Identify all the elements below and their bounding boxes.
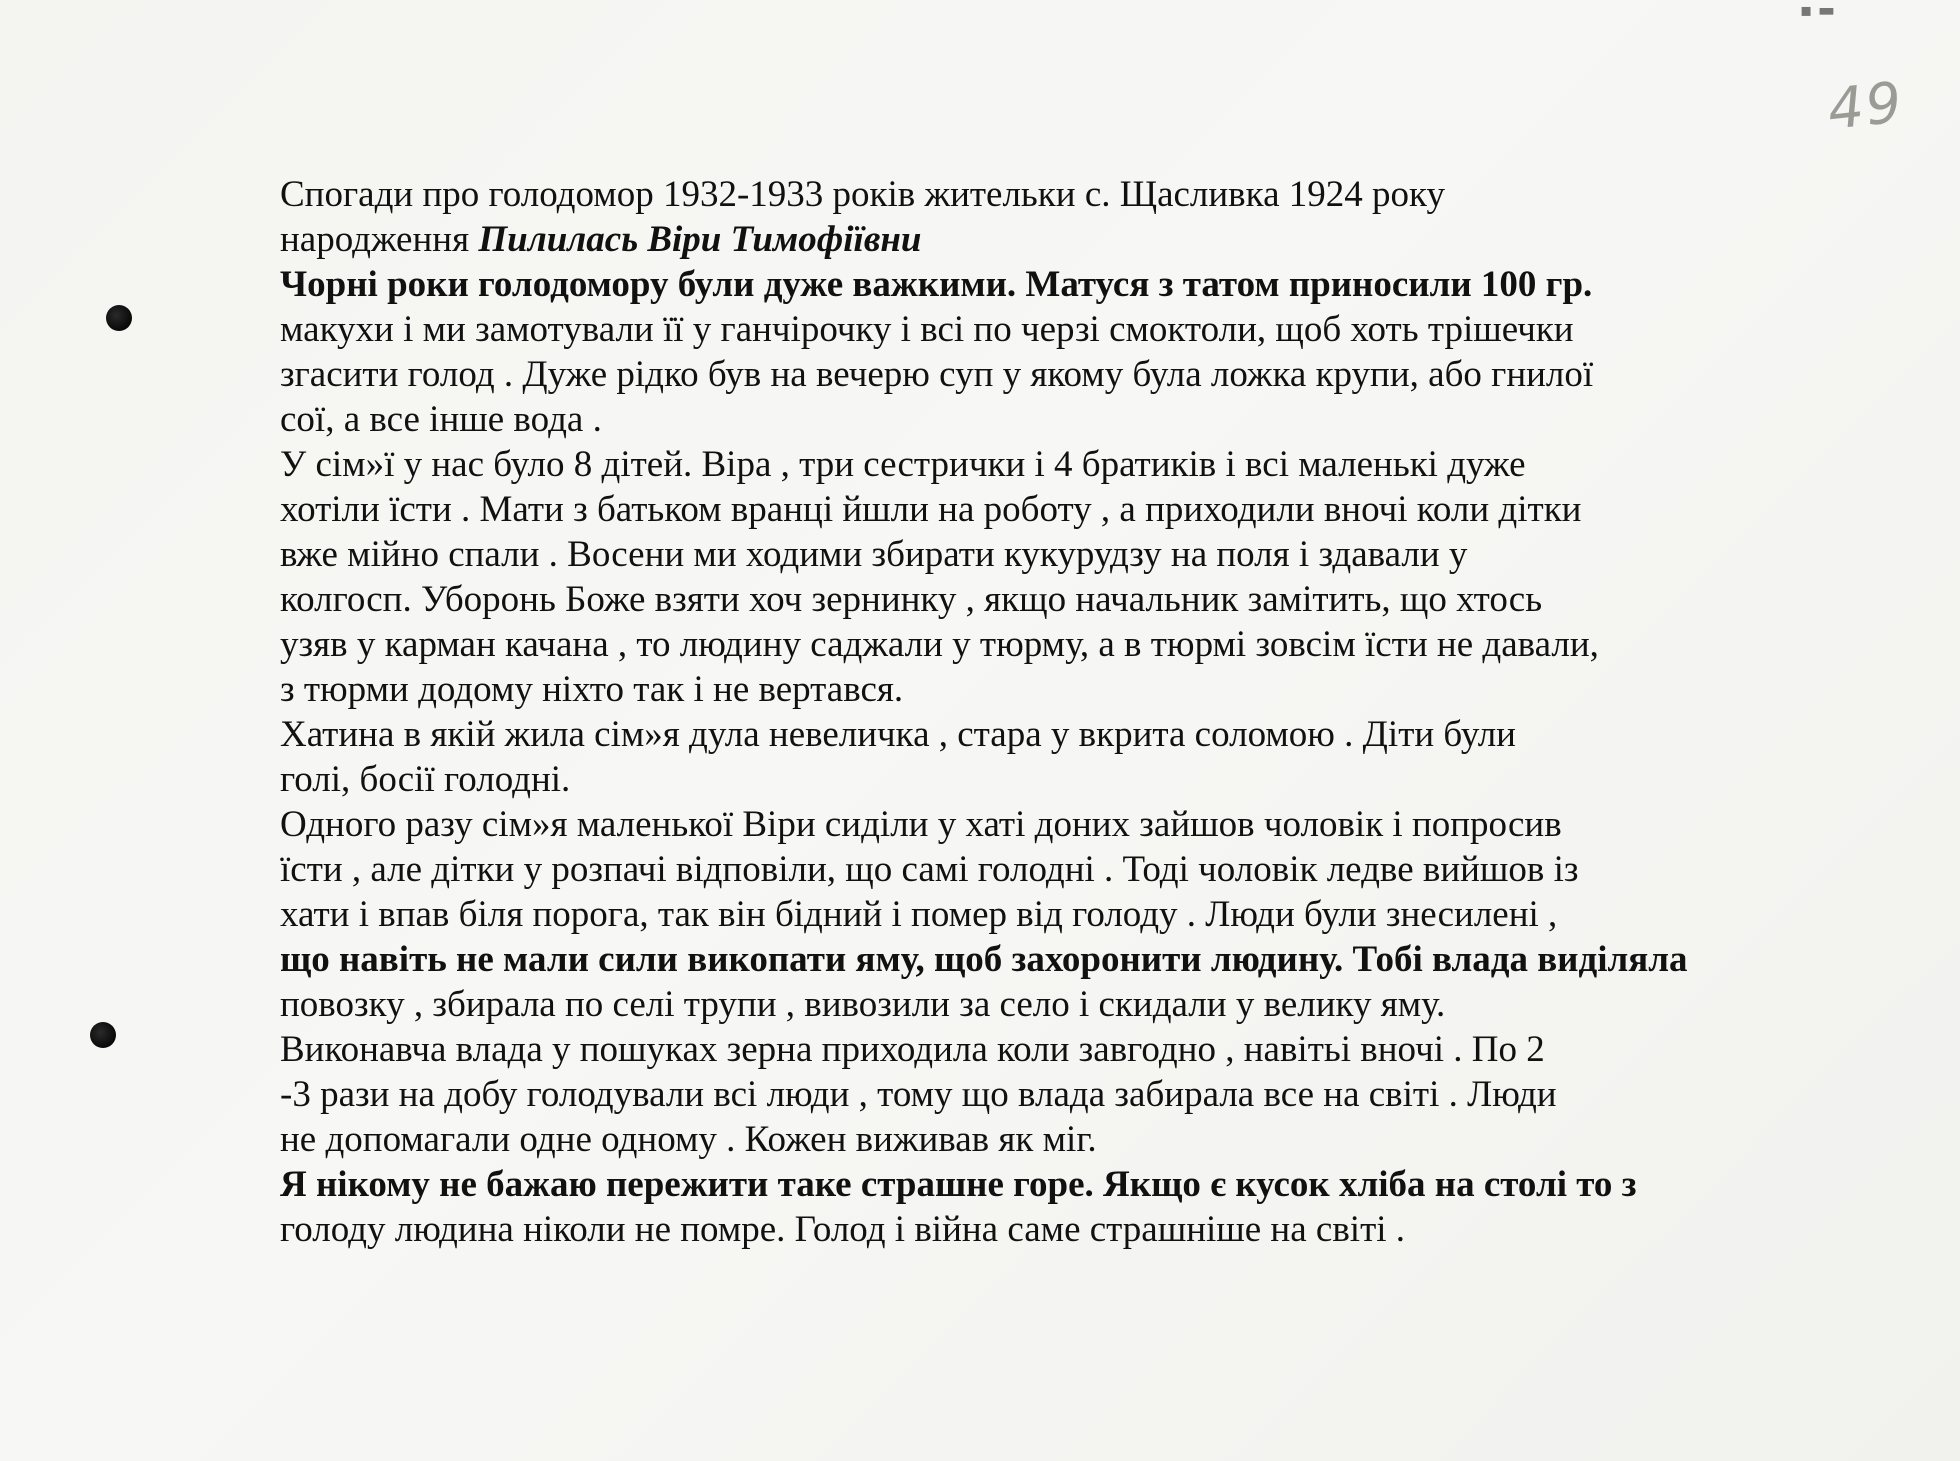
text-line-20: не допомагали одне одному . Кожен виживав як міг. bbox=[280, 1119, 1097, 1160]
text-line-9: узяв у карман качана , то людину саджали у тюрму, а в тюрмі зовсім їсти не давали, bbox=[280, 624, 1599, 665]
handwritten-page-number: 49 bbox=[1824, 70, 1907, 143]
text-line-13: Одного разу сім»я маленької Віри сиділи у хаті доних зайшов чоловік і попросив bbox=[280, 804, 1562, 845]
author-name: Пилилась Віри Тимофіївни bbox=[478, 219, 922, 260]
text-line-16: що навіть не мали сили викопати яму, щоб захоронити людину. Тобі влада виділяла bbox=[280, 939, 1688, 980]
text-line-11: Хатина в якій жила сім»я дула невеличка , стара у вкрита соломою . Діти були bbox=[280, 714, 1516, 755]
text-line-4: сої, а все інше вода . bbox=[280, 399, 602, 440]
text-line-12: голі, босії голодні. bbox=[280, 759, 571, 800]
text-line-17: повозку , збирала по селі трупи , вивозили за село і скидали у велику яму. bbox=[280, 984, 1446, 1025]
corner-mark: ▪ ▬ bbox=[1800, 0, 1835, 21]
text-line-2: макухи і ми замотували її у ганчірочку і всі по черзі смоктоли, щоб хоть трішечки bbox=[280, 309, 1574, 350]
text-line-7: вже мійно спали . Восени ми ходими збирати кукурудзу на поля і здавали у bbox=[280, 534, 1468, 575]
text-line-6: хотіли їсти . Мати з батьком вранці йшли на роботу , а приходили вночі коли дітки bbox=[280, 489, 1582, 530]
title-prefix: народження bbox=[280, 219, 479, 260]
title-line-2 bbox=[280, 217, 1850, 262]
text-line-3: згасити голод . Дуже рідко був на вечерю суп у якому була ложка крупи, або гнилої bbox=[280, 354, 1594, 395]
text-line-14: їсти , але дітки у розпачі відповіли, що самі голодні . Тоді чоловік ледве вийшов із bbox=[280, 849, 1579, 890]
text-line-21: Я нікому не бажаю пережити таке страшне горе. Якщо є кусок хліба на столі то з bbox=[280, 1164, 1637, 1205]
text-line-10: з тюрми додому ніхто так і не вертався. bbox=[280, 669, 904, 710]
memoir-text bbox=[280, 172, 1850, 1252]
text-line-22: голоду людина ніколи не помре. Голод і війна саме страшніше на світі . bbox=[280, 1209, 1406, 1250]
punch-hole-top bbox=[106, 305, 132, 331]
text-line-18: Виконавча влада у пошуках зерна приходила коли завгодно , навітьі вночі . По 2 bbox=[280, 1029, 1545, 1070]
text-line-1: Чорні роки голодомору були дуже важкими. Матуся з татом приносили 100 гр. bbox=[280, 264, 1593, 305]
text-line-8: колгосп. Уборонь Боже взяти хоч зернинку , якщо начальник замітить, що хтось bbox=[280, 579, 1543, 620]
punch-hole-bottom bbox=[90, 1022, 116, 1048]
text-line-5: У сім»ї у нас було 8 дітей. Віра , три сестрички і 4 братиків і всі маленькі дуже bbox=[280, 444, 1526, 485]
title-line-1: Спогади про голодомор 1932-1933 років жительки с. Щасливка 1924 року bbox=[280, 174, 1445, 215]
text-line-19: -3 рази на добу голодували всі люди , тому що влада забирала все на світі . Люди bbox=[280, 1074, 1557, 1115]
text-line-15: хати і впав біля порога, так він бідний і помер від голоду . Люди були знесилені , bbox=[280, 894, 1558, 935]
